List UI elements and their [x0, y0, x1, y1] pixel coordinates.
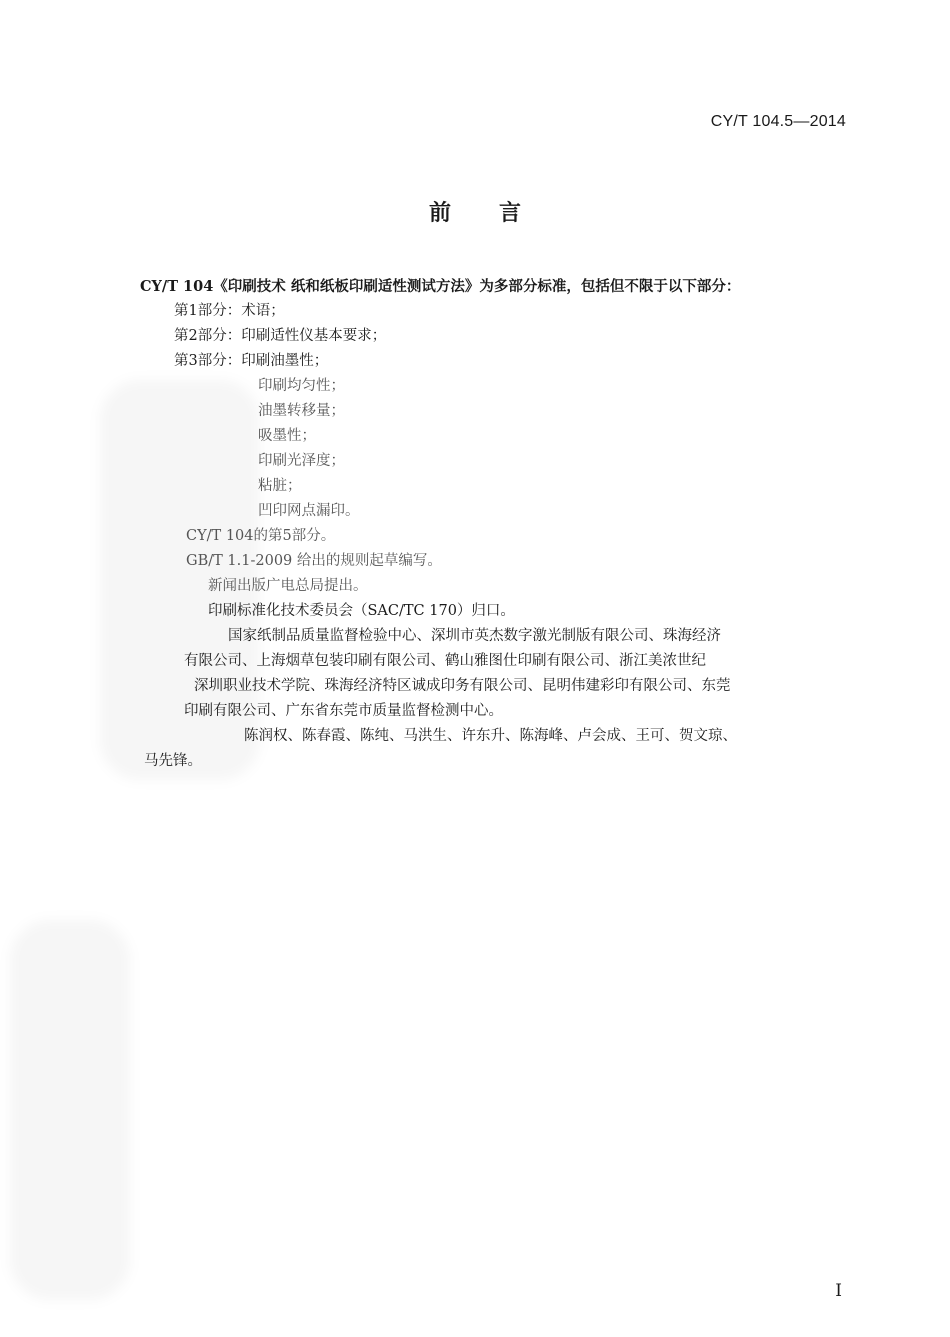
- paragraph-drafters: 陈润权、陈春霞、陈纯、马洪生、许东升、陈海峰、卢会成、王可、贺文琼、: [244, 728, 737, 744]
- part-4-item: 印刷均匀性；: [258, 378, 345, 394]
- paragraph-drafting-units-cont-3: 印刷有限公司、广东省东莞市质量监督检测中心。: [184, 703, 503, 719]
- paragraph-intro: CY/T 104《印刷技术 纸和纸板印刷适性测试方法》为多部分标准，包括但不限于以下部分：: [140, 278, 741, 295]
- paragraph-drafting-units-cont-2: 深圳职业技术学院、珠海经济特区诚成印务有限公司、昆明伟建彩印有限公司、东莞: [194, 678, 731, 694]
- part-7-item: 印刷光泽度；: [258, 453, 345, 469]
- paragraph-drafters-cont: 马先锋。: [144, 753, 202, 769]
- paragraph-part-statement: CY/T 104的第5部分。: [186, 528, 336, 544]
- part-8-item: 粘脏；: [258, 478, 302, 494]
- paragraph-drafting-units: 国家纸制品质量监督检验中心、深圳市英杰数字激光制版有限公司、珠海经济: [228, 628, 721, 644]
- document-code: CY/T 104.5—2014: [710, 113, 846, 130]
- paragraph-drafting-rules: GB/T 1.1-2009 给出的规则起草编写。: [186, 553, 442, 569]
- page-number: I: [835, 1281, 842, 1301]
- foreword-body: [140, 274, 842, 774]
- part-9-item: 凹印网点漏印。: [258, 503, 360, 519]
- scan-smudge-bottom: [10, 920, 130, 1300]
- part-1-item: 第1部分：术语；: [174, 303, 285, 319]
- paragraph-committee: 印刷标准化技术委员会（SAC/TC 170）归口。: [208, 603, 515, 619]
- part-3-item: 第3部分：印刷油墨性；: [174, 353, 329, 369]
- page-title: 前言: [428, 201, 569, 226]
- paragraph-proposer: 新闻出版广电总局提出。: [208, 578, 368, 594]
- paragraph-drafting-units-cont-1: 有限公司、上海烟草包装印刷有限公司、鹤山雅图仕印刷有限公司、浙江美浓世纪: [184, 653, 706, 669]
- part-2-item: 第2部分：印刷适性仪基本要求；: [174, 328, 387, 344]
- part-5-item: 油墨转移量；: [258, 403, 345, 419]
- part-6-item: 吸墨性；: [258, 428, 316, 444]
